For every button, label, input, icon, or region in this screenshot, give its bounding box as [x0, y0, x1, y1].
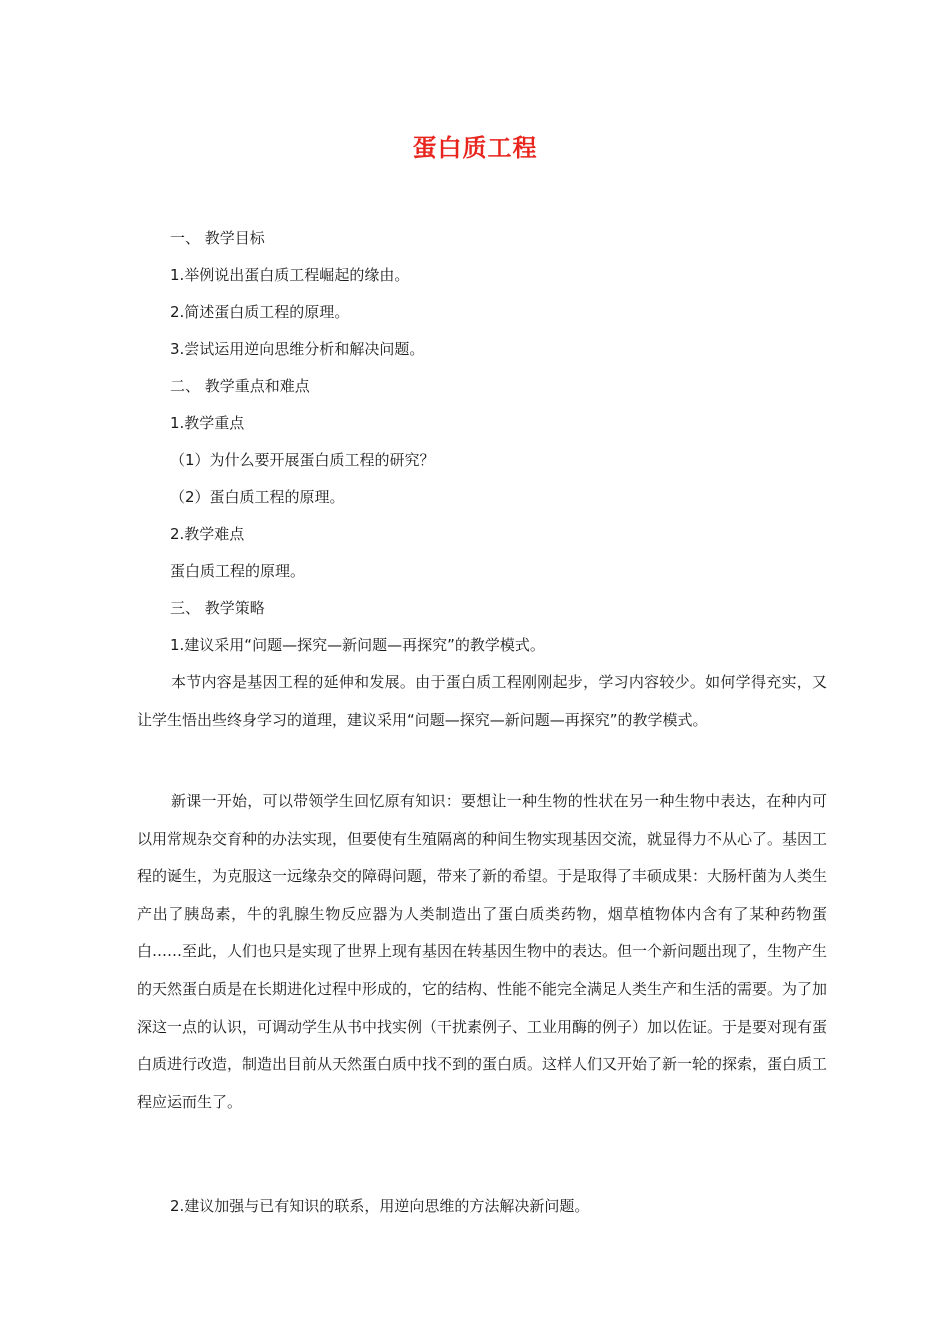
body-paragraph: 新课一开始，可以带领学生回忆原有知识：要想让一种生物的性状在另一种生物中表达，在种内可以用常规杂交育种的办法实现，但要使有生殖隔离的种间生物实现基因交流，就显得力不从心了。基因工程的诞生，为克服这一远缘杂交的障碍问题，带来了新的希望。于是取得了丰硕成果：大肠杆菌为人类生产出了胰岛素，牛的乳腺生物反应器为人类制造出了蛋白质类药物，烟草植物体内含有了某种药物蛋白……至此，人们也只是实现了世界上现有基因在转基因生物中的表达。但一个新问题出现了，生物产生的天然蛋白质是在长期进化过程中形成的，它的结构、性能不能完全满足人类生产和生活的需要。为了加深这一点的认识，可调动学生从书中找实例（干扰素例子、工业用酶的例子）加以佐证。于是要对现有蛋白质进行改造，制造出目前从天然蛋白质中找不到的蛋白质。这样人们又开始了新一轮的探索，蛋白质工程应运而生了。 — [137, 792, 828, 1111]
section-heading-key-points: 二、 教学重点和难点 — [170, 377, 310, 395]
difficulty-item: 蛋白质工程的原理。 — [170, 562, 306, 580]
objective-item: 3.尝试运用逆向思维分析和解决问题。 — [170, 340, 425, 358]
body-paragraph: 本节内容是基因工程的延伸和发展。由于蛋白质工程刚刚起步，学习内容较少。如何学得充实，又让学生悟出些终身学习的道理，建议采用“问题—探究—新问题—再探究”的教学模式。 — [137, 673, 827, 729]
subheading-difficulty: 2.教学难点 — [170, 525, 245, 543]
page-title: 蛋白质工程 — [412, 134, 538, 162]
subheading-key-point: 1.教学重点 — [170, 414, 245, 432]
section-heading-strategy: 三、 教学策略 — [170, 599, 265, 617]
strategy-item: 2.建议加强与已有知识的联系，用逆向思维的方法解决新问题。 — [170, 1197, 590, 1215]
section-heading-objectives: 一、 教学目标 — [170, 229, 265, 247]
objective-item: 1.举例说出蛋白质工程崛起的缘由。 — [170, 266, 410, 284]
key-point-item: （1）为什么要开展蛋白质工程的研究？ — [170, 451, 435, 469]
objective-item: 2.简述蛋白质工程的原理。 — [170, 303, 350, 321]
strategy-item: 1.建议采用“问题—探究—新问题—再探究”的教学模式。 — [170, 636, 545, 654]
key-point-item: （2）蛋白质工程的原理。 — [170, 488, 345, 506]
